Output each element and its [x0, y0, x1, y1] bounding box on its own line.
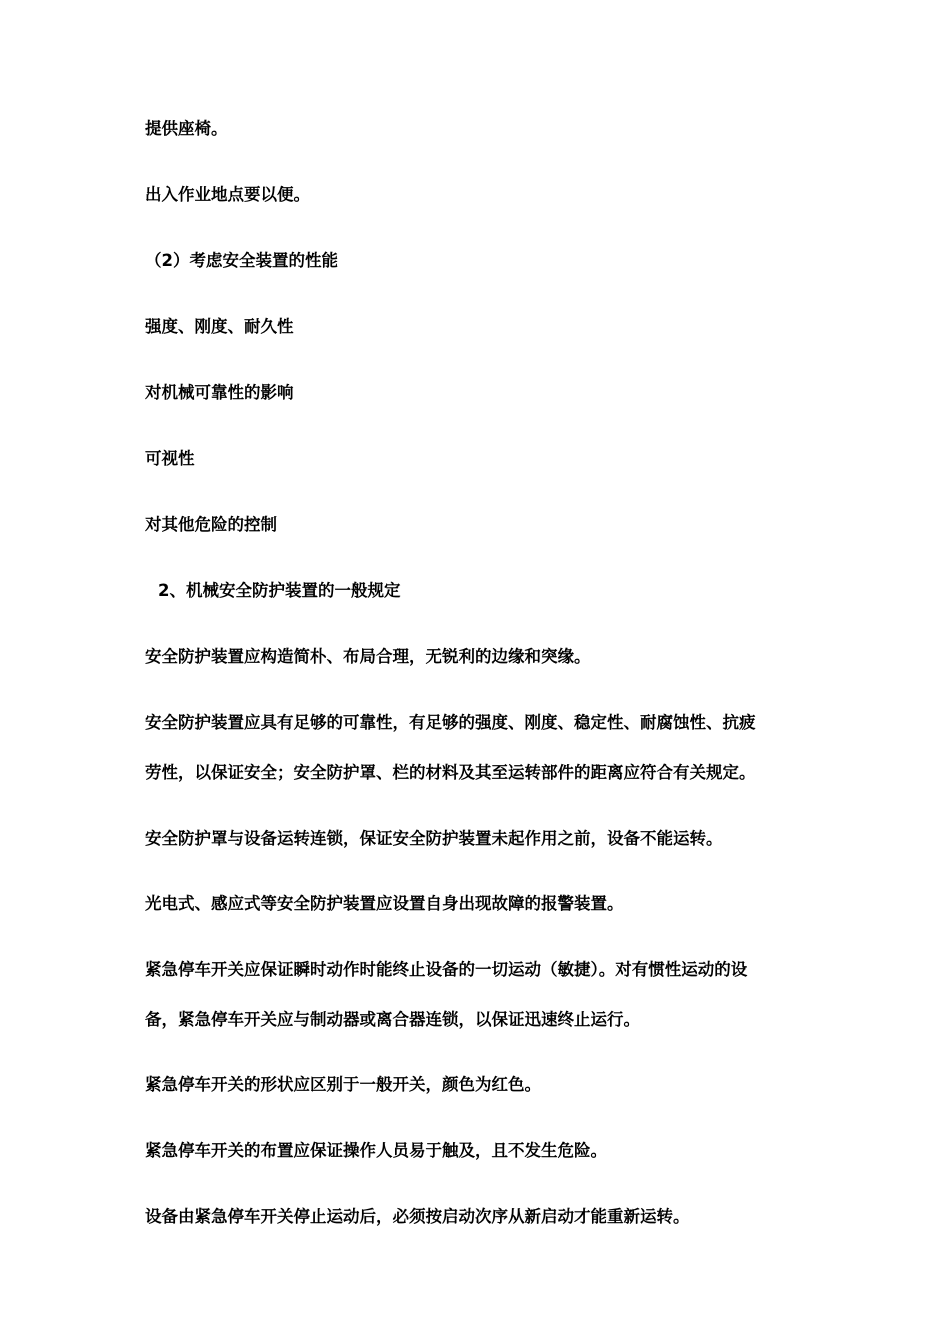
- section-subheading: （2）考虑安全装置的性能: [145, 251, 338, 270]
- paragraph-line: 劳性，以保证安全；安全防护罩、栏的材料及其至运转部件的距离应符合有关规定。: [145, 763, 756, 782]
- text-line: 对机械可靠性的影响: [145, 383, 294, 402]
- text-line: 强度、刚度、耐久性: [145, 317, 294, 336]
- section-heading: 2、机械安全防护装置的一般规定: [158, 581, 401, 600]
- text-line: 出入作业地点要以便。: [145, 185, 310, 204]
- text-line: 可视性: [145, 449, 195, 468]
- paragraph-line: 安全防护罩与设备运转连锁，保证安全防护装置未起作用之前，设备不能运转。: [145, 829, 723, 848]
- paragraph-line: 备，紧急停车开关应与制动器或离合器连锁，以保证迅速终止运行。: [145, 1010, 640, 1029]
- text-line: 对其他危险的控制: [145, 515, 277, 534]
- paragraph-line: 紧急停车开关的形状应区别于一般开关，颜色为红色。: [145, 1075, 541, 1094]
- text-line: 提供座椅。: [145, 119, 228, 138]
- paragraph-line: 紧急停车开关的布置应保证操作人员易于触及，且不发生危险。: [145, 1141, 607, 1160]
- paragraph-line: 安全防护装置应具有足够的可靠性，有足够的强度、刚度、稳定性、耐腐蚀性、抗疲: [145, 713, 756, 732]
- paragraph-line: 光电式、感应式等安全防护装置应设置自身出现故障的报警装置。: [145, 894, 624, 913]
- paragraph-line: 设备由紧急停车开关停止运动后，必须按启动次序从新启动才能重新运转。: [145, 1207, 690, 1226]
- paragraph-line: 紧急停车开关应保证瞬时动作时能终止设备的一切运动（敏捷）。对有惯性运动的设: [145, 960, 748, 979]
- paragraph-line: 安全防护装置应构造简朴、布局合理，无锐利的边缘和突缘。: [145, 647, 591, 666]
